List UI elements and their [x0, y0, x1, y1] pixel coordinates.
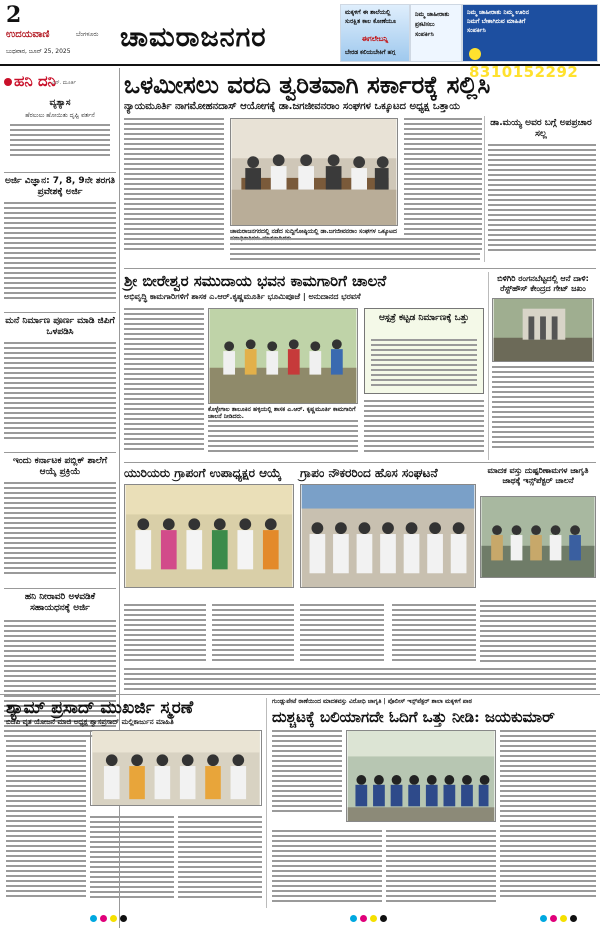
story-headline: ಹನಿ ನೀರಾವರಿ ಅಳವಡಿಕೆ ಸಹಾಯಧನಕ್ಕೆ ಅರ್ಜಿ [24, 592, 96, 613]
bottom-left-body3 [178, 816, 262, 906]
yellow-registration-icon [370, 915, 377, 922]
bottom-right-body1 [272, 730, 342, 820]
poem-heading: ವ್ಯತ್ಯಾಸ [49, 98, 71, 108]
story-headline: ಮನೆ ನಿರ್ಮಾಣ ಪೂರ್ಣ ಮಾಡಿ ಜಿಪಿಗೆ ಒಳಪಡಿಸಿ [5, 316, 115, 337]
lead-body-col1 [124, 118, 224, 256]
side-headline: ಡಾ.ಮಯ್ಯ ಅವರ ಬಗ್ಗೆ ಅಪಪ್ರಚಾರ ಸಲ್ಲ [490, 118, 592, 139]
ad-line: ಮಕ್ಕಳಿಗೆ ಈ ಶಾಲೆಯಲ್ಲಿ [345, 9, 391, 16]
third-body-a2 [212, 604, 294, 664]
bottom-right-body2 [272, 830, 382, 906]
advertisement-school[interactable] [340, 4, 410, 62]
magenta-registration-icon [100, 915, 107, 922]
third-body-bottom [124, 668, 596, 692]
divider [4, 172, 116, 173]
second-headline: ಶ್ರೀ ಬೀರೇಶ್ವರ ಸಮುದಾಯ ಭವನ ಕಾಮಗಾರಿಗೆ ಚಾಲನೆ [124, 272, 387, 290]
third-headline-c: ಮಾದಕ ವಸ್ತು ದುಷ್ಪರಿಣಾಮಗಳ ಜಾಗೃತಿ ಜಾಥಕ್ಕೆ ಇನ್ಸ್‌ಪೆಕ್ಟರ್‌ ಚಾಲನೆ [487, 466, 589, 485]
third-photo-a [124, 484, 294, 588]
yellow-registration-icon [560, 915, 567, 922]
story-body [4, 202, 116, 306]
cyan-registration-icon [540, 915, 547, 922]
phone-icon [469, 48, 481, 60]
second-body-col3 [364, 400, 484, 458]
bottom-left-body2 [90, 816, 174, 906]
newspaper-brand: ಉದಯವಾಣಿ [6, 29, 50, 40]
ad-line: ನಿಮ್ಮ ಜಾಹೀರಾತು ನಿಮ್ಮ ಊರಿನ [467, 9, 529, 16]
third-body-b1 [300, 604, 384, 664]
column-title-text: ಹನಿ ದನಿ [14, 72, 56, 90]
ad-line: ಸಂಪರ್ಕಿಸಿ [415, 31, 434, 38]
bottom-right-body4 [386, 830, 496, 906]
print-registration-bar [0, 910, 600, 928]
third-headline-a: ಯುರಿಯರು ಗ್ರಾಪಂಗೆ ಉಪಾಧ್ಯಕ್ಷರ ಆಯ್ಕೆ [124, 466, 282, 480]
ad-line: ಸಂಪರ್ಕಿಸಿ [467, 27, 486, 34]
second-deck: ಅಭಿವೃದ್ಧಿ ಕಾಮಗಾರಿಗಳಿಗೆ ಶಾಸಕ ಎ.ಆರ್‌.ಕೃಷ್ಣಮೂರ್ತಿ ಭೂಮಿಪೂಜೆ | ಅನುದಾನದ ಭರವಸೆ [124, 292, 361, 301]
ad-line: ಬೇರಡ ಕಲಿಯಬೇಕಿಗೆ ಹಗ್ಗ [345, 49, 396, 56]
bottom-left-body [6, 730, 86, 906]
advertisement-classified[interactable] [410, 4, 462, 62]
third-photo-b [300, 484, 476, 588]
magenta-registration-icon [360, 915, 367, 922]
story-headline: ಇಂದು ಕರ್ನಾಟಕ ಪಬ್ಲಿಕ್ ಶಾಲೆಗೆ ಆಯ್ಕೆ ಪ್ರಕ್ರಿಯೆ [12, 456, 108, 477]
page-number: 2 [6, 2, 22, 28]
column-divider [266, 698, 267, 908]
story-body [4, 342, 116, 446]
lead-deck: ನ್ಯಾಯಮೂರ್ತಿ ನಾಗಮೋಹನದಾಸ್‌ ಆಯೋಗಕ್ಕೆ ಡಾ.ಜಗಜೀವನರಾಂ ಸಂಘಗಳ ಒಕ್ಕೂಟದ ಅಧ್ಯಕ್ಷ ಒತ್ತಾಯ [124, 101, 460, 112]
divider [0, 694, 600, 695]
right-story-body [492, 366, 594, 458]
divider [4, 312, 116, 313]
divider [4, 588, 116, 589]
third-photo-c [480, 496, 596, 578]
third-body-b2 [392, 604, 476, 664]
bottom-left-deck: ಬಿಜೆಪಿ ವೃತ ಯೋಜನೆ ಮಾಜಿ ಅಧ್ಯಕ್ಷ ಶ್ವಾಸಪ್ರಸಾದ್‌ ಮಲ್ಲಿಕಾರ್ಜುನ ಮಾಹಿತಿ [6, 718, 174, 726]
story-body [4, 620, 116, 748]
poem-text: ಹೆರಲುಲು ಹೋಯಿತು ದೃಷ್ಟಿ ವರ್ತನೆ [25, 112, 95, 119]
second-body-col1 [124, 308, 204, 458]
bottom-left-headline: ಶ್ಯಾಮ್‌ ಪ್ರಸಾದ್‌ ಮುಖರ್ಜಿ ಸ್ಮರಣೆ [6, 698, 194, 718]
bottom-left-photo [90, 730, 262, 806]
divider [4, 452, 116, 453]
bottom-right-kicker: ಗುಂಡ್ಲುಪೇಟೆ ಠಾಣೆಯಿಂದ ಮಾದಕವಸ್ತು ವಿರೋಧಿ ಜಾಗೃತಿ | ಪೊಲೀಸ್‌ ಇನ್ಸ್‌ಪೆಕ್ಟರ್‌ ಶಾಲಾ ಮಕ್ಕಳಿಗೆ ಪಾಠ [272, 698, 472, 705]
ad-line: ಸುರಕ್ಷಿತ ಕಾಲ ಕೋಣೆಯೂ [345, 18, 396, 25]
second-photo-caption: ಕೊಳ್ಳೇಗಾಲ ತಾಲೂಕಿನ ಹಳ್ಳಿಯಲ್ಲಿ ಶಾಸಕ ಎ.ಆರ್‌. ಕೃಷ್ಣಮೂರ್ತಿ ಕಾಮಗಾರಿಗೆ ಚಾಲನೆ ನೀಡಿದರು. [208, 406, 356, 420]
cyan-registration-icon [90, 915, 97, 922]
third-body-a1 [124, 604, 206, 664]
column-divider [488, 272, 489, 460]
ad-line: ನಿಮಗೆ ಬೇಕಾಗಿರುವ ಮಾಹಿತಿಗೆ [467, 18, 526, 25]
edition-name: ಬೆಂಗಳೂರು [76, 31, 99, 38]
lead-body-bottom [230, 238, 480, 266]
elephant-photo [492, 298, 594, 362]
black-registration-icon [120, 915, 127, 922]
second-body-col2 [208, 420, 358, 458]
lead-body-col4 [404, 118, 482, 256]
black-registration-icon [570, 915, 577, 922]
black-registration-icon [380, 915, 387, 922]
phone-text: 8310152292 [469, 63, 579, 81]
side-story-body [488, 144, 596, 260]
story-body [4, 482, 116, 582]
ad-offer: ಈಗಲೇಬನ್ನಿ [361, 35, 389, 43]
third-headline-b: ಗ್ರಾಪಂ ನೌಕರರಿಂದ ಹೊಸ ಸಂಘಟನೆ [300, 466, 438, 480]
dateline: ಬುಧವಾರ, ಜೂನ್‌ 25, 2025 [6, 48, 71, 55]
bottom-right-photo [346, 730, 496, 822]
advertisement-contact[interactable] [462, 4, 598, 81]
section-title: ಚಾಮರಾಜನಗರ [120, 22, 267, 53]
divider [124, 268, 596, 269]
second-photo [208, 308, 358, 404]
magenta-registration-icon [550, 915, 557, 922]
sidebar-box [364, 308, 484, 394]
lead-headline: ಒಳಮೀಸಲು ವರದಿ ತ್ವರಿತವಾಗಿ ಸರ್ಕಾರಕ್ಕೆ ಸಲ್ಲಿಸಿ [124, 70, 491, 99]
third-body-c [480, 600, 596, 664]
bottom-right-headline: ದುಶ್ಚಟಕ್ಕೆ ಬಲಿಯಾಗದೇ ಓದಿಗೆ ಒತ್ತು ನೀಡಿ: ಜಯಕುಮಾರ್‌ [272, 708, 555, 726]
cyan-registration-icon [350, 915, 357, 922]
poem-body [10, 124, 110, 164]
bottom-right-body3 [500, 730, 596, 906]
ad-line: ನಿಮ್ಮ ಜಾಹೀರಾತು [415, 11, 450, 18]
box-body [371, 339, 477, 389]
column-divider [484, 116, 485, 262]
story-headline: ಅರ್ಜಿ ವಿಜ್ಞಾನ: 7, 8, 9ನೇ ತರಗತಿ ಪ್ರವೇಶಕ್ಕೆ ಅರ್ಜಿ [5, 176, 115, 197]
lead-photo-caption: ಚಾಮರಾಜನಗರದಲ್ಲಿ ನಡೆದ ಸುದ್ದಿಗೋಷ್ಠಿಯಲ್ಲಿ ಡಾ.ಜಗಜೀವನರಾಂ ಸಂಘಗಳ ಒಕ್ಕೂಟದ [230, 228, 397, 235]
drop-icon [4, 78, 12, 86]
ad-line: ಪ್ರಕಟಿಸಲು [415, 21, 435, 28]
columnist-name: ಎನ್‌. ಮೂರ್ತಿ [52, 80, 76, 86]
box-headline: ಆಸ್ಪತ್ರೆ ಕಟ್ಟಡ ನಿರ್ಮಾಣಕ್ಕೆ ಒತ್ತು [378, 313, 470, 323]
lead-photo [230, 118, 398, 226]
divider [124, 462, 596, 463]
right-headline: ಬಿಳಿಗಿರಿ ರಂಗನಬೆಟ್ಟದಲ್ಲಿ ಆನೆ ದಾಳಿ: ರೆಸ್ಟ್‌ಹೌಸ್‌ ಕೇಂದ್ರದ ಗೇಟ್‌ ಜಖಂ [497, 274, 589, 293]
yellow-registration-icon [110, 915, 117, 922]
